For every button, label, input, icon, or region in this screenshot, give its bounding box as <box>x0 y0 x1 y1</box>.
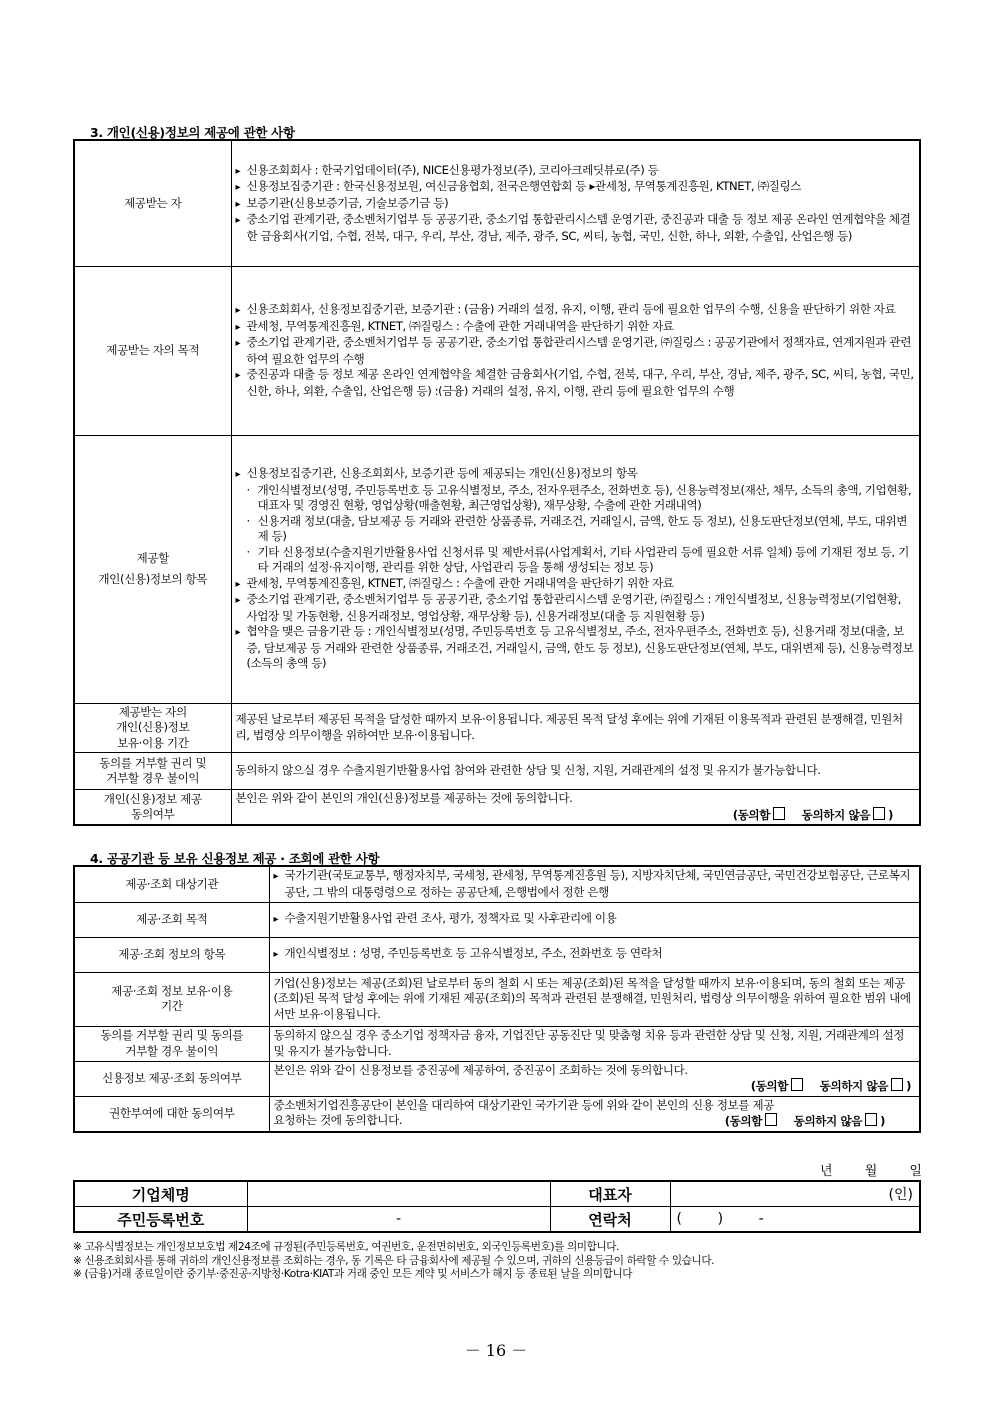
purpose4-content <box>269 902 920 937</box>
items4-text: ▸ 개인식별정보 : 성명, 주민등록번호 등 고유식별정보, 주소, 전화번호 등 연락처 <box>274 946 916 963</box>
disagree-checkbox[interactable] <box>873 807 885 820</box>
consent-row <box>74 790 920 826</box>
agree-checkbox[interactable] <box>765 1113 777 1126</box>
delegation-row <box>74 1096 920 1132</box>
consent-label-line: 동의여부 <box>131 807 175 821</box>
purpose-label: 제공받는 자의 목적 <box>74 266 231 435</box>
purpose4-label: 제공·조회 목적 <box>74 902 269 937</box>
company-field[interactable] <box>247 1181 550 1207</box>
seal-mark: (인) <box>888 1187 913 1203</box>
agree-label: (동의함 <box>724 1114 763 1129</box>
rrn-field[interactable]: - <box>247 1207 550 1233</box>
delegation-text-cont: 요청하는 것에 동의합니다. <box>273 1113 403 1128</box>
agree-checkbox[interactable] <box>773 807 785 820</box>
items-label <box>74 435 231 703</box>
rep-label: 대표자 <box>550 1181 670 1207</box>
agree-checkbox[interactable] <box>791 1078 803 1091</box>
rrn-label: 주민등록번호 <box>74 1207 247 1233</box>
refuse4-text: 동의하지 않으실 경우 중소기업 정책자금 융자, 기업진단 공동진단 및 맞춤형 치유 등과 관련한 상담 및 신청, 지원, 거래관계의 설정 및 유지가 불가능합니다. <box>269 1026 920 1061</box>
consent4-row <box>74 1061 920 1096</box>
footnote: ※ 고유식별정보는 개인정보보호법 제24조에 규정된(주민등록번호, 여권번호, 운전면허번호, 외국인등록번호)를 의미합니다. <box>73 1241 620 1253</box>
purpose4-row <box>74 902 920 937</box>
paren-close: ) <box>888 807 893 822</box>
retention-label <box>74 703 231 753</box>
refuse4-label-line: 거부할 경우 불이익 <box>125 1043 219 1058</box>
target-text: ▸ 국가기관(국토교통부, 행정자치부, 국세청, 관세청, 무역통계진흥원 등), 지방자치단체, 국민연금공단, 국민건강보험공단, 근로복지공단, 그 밖의 대통령령으로 정하는 공공단체, 은행법에서 정한 은행 <box>274 868 916 900</box>
contact-field[interactable]: ( ) - <box>670 1207 920 1233</box>
consent-label-line: 개인(신용)정보 제공 <box>103 791 202 806</box>
retention-label-line: 개인(신용)정보 <box>116 720 190 734</box>
refuse-text: 동의하지 않으실 경우 수출지원기반활용사업 참여와 관련한 상담 및 신청, 지원, 거래관계의 설정 및 유지가 불가능합니다. <box>231 753 920 790</box>
recipients-item: ▸ 신용조회회사 : 한국기업데이터(주), NICE신용평가정보(주), 코리아크레딧뷰로(주) 등 <box>236 163 916 180</box>
consent4-checks <box>274 1078 916 1095</box>
signature-table <box>73 1180 921 1233</box>
footnote: ※ (금융)거래 종료일이란 중기부·중진공·지방청·Kotra·KIAT과 거래 중인 모든 계약 및 서비스가 해지 등 종료된 날을 의미합니다 <box>73 1268 633 1280</box>
consent-content <box>231 790 920 826</box>
section-3-title: 3. 개인(신용)정보의 제공에 관한 사항 <box>90 125 295 140</box>
items-subitem: · 개인식별정보(성명, 주민등록번호 등 고유식별정보, 주소, 전자우편주소, 전화번호 등), 신용능력정보(재산, 채무, 소득의 총액, 기업현황, 대표자 및 경영진 현황, 영업상황(매출현황, 최근영업상황), 재무상황, 수출에 관한 거래내역) <box>236 483 916 514</box>
recipients-item: ▸ 신용정보집중기관 : 한국신용정보원, 여신금융협회, 전국은행연합회 등 ▸관세청, 무역통계진흥원, KTNET, ㈜질링스 <box>236 179 916 196</box>
consent-checks <box>236 807 916 824</box>
consent4-text: 본인은 위와 같이 신용정보를 중진공에 제공하여, 중진공이 조회하는 것에 동의합니다. <box>273 1062 688 1077</box>
refuse4-row <box>74 1026 920 1061</box>
items4-label: 제공·조회 정보의 항목 <box>74 937 269 972</box>
delegation-line2 <box>274 1113 916 1130</box>
agree-label: (동의함 <box>732 807 771 822</box>
retention4-label-line: 기간 <box>160 999 183 1013</box>
items-subitem: · 기타 신용정보(수출지원기반활용사업 신청서류 및 제반서류(사업계획서, 기타 사업관리 등에 필요한 서류 일체) 등에 기재된 정보 등, 기타 거래의 설정·유지이행, 관리를 위한 상담, 사업관리 등을 통해 생성되는 정보 등) <box>236 545 916 576</box>
purpose-row <box>74 266 920 435</box>
rep-field[interactable] <box>670 1181 920 1207</box>
signature-row-company <box>74 1181 920 1207</box>
recipients-content <box>231 140 920 266</box>
retention-label-line: 보유·이용 기간 <box>117 735 189 750</box>
items-item: ▸ 협약을 맺은 금융기관 등 : 개인식별정보(성명, 주민등록번호 등 고유식별정보, 주소, 전자우편주소, 전화번호 등), 신용거래 정보(대출, 보증, 담보제공 등 거래와 관련한 상품종류, 거래조건, 거래일시, 금액, 한도 등 정보), 신용도판단정보(연체, 부도, 대위변제 등), 신용능력정보(소득의 총액 등) <box>236 624 916 672</box>
refuse4-label <box>74 1026 269 1061</box>
target-label: 제공·조회 대상기관 <box>74 866 269 902</box>
refuse-label-line: 동의를 거부할 권리 및 <box>99 755 207 770</box>
items-subitem: · 신용거래 정보(대출, 담보제공 등 거래와 관련한 상품종류, 거래조건, 거래일시, 금액, 한도 등 정보), 신용도판단정보(연체, 부도, 대위변제 등) <box>236 514 916 545</box>
delegation-text: 중소벤처기업진흥공단이 본인을 대리하여 대상기관인 국가기관 등에 위와 같이 본인의 신용 정보를 제공 <box>273 1097 775 1112</box>
refuse-label <box>74 753 231 790</box>
recipients-item: ▸ 중소기업 관계기관, 중소벤처기업부 등 공공기관, 중소기업 통합관리시스템 운영기관, 중진공과 대출 등 정보 제공 온라인 연계협약을 체결한 금융회사(기업, 수협, 전북, 대구, 우리, 부산, 경남, 제주, 광주, SC, 씨티, 농협, 국민, 신한, 하나, 외환, 수출입, 산업은행 등) <box>236 212 916 244</box>
contact-label: 연락처 <box>550 1207 670 1233</box>
agree-label: (동의함 <box>750 1079 789 1093</box>
consent-label <box>74 790 231 826</box>
refuse-label-line: 거부할 경우 불이익 <box>106 771 200 785</box>
purpose-item: ▸ 관세청, 무역통계진흥원, KTNET, ㈜질링스 : 수출에 관한 거래내역을 판단하기 위한 자료 <box>236 319 916 336</box>
refuse4-label-line: 동의를 거부할 권리 및 동의를 <box>100 1028 244 1042</box>
purpose-item: ▸ 중진공과 대출 등 정보 제공 온라인 연계협약을 체결한 금융회사(기업, 수협, 전북, 대구, 우리, 부산, 경남, 제주, 광주, SC, 씨티, 농협, 국민, 신한, 하나, 외환, 수출입, 산업은행 등) :(금융) 거래의 설정, 유지, 이행, 관리 등에 필요한 업무의 수행 <box>236 367 916 399</box>
disagree-label: 동의하지 않음 <box>801 807 871 822</box>
footnotes <box>73 1241 714 1282</box>
items-item: ▸ 중소기업 관계기관, 중소벤처기업부 등 공공기관, 중소기업 통합관리시스템 운영기관, ㈜질링스 : 개인식별정보, 신용능력정보(기업현황, 사업장 및 가동현황, 신용거래정보, 영업상황, 재무상황 등), 신용거래정보(대출 등 지원현황 등) <box>236 592 916 624</box>
section-4-table <box>73 865 921 1133</box>
refuse-row <box>74 753 920 790</box>
target-row <box>74 866 920 902</box>
section-3-table <box>73 139 921 826</box>
retention-text: 제공된 날로부터 제공된 목적을 달성한 때까지 보유·이용됩니다. 제공된 목적 달성 후에는 위에 기재된 이용목적과 관련된 분쟁해결, 민원처리, 법령상 의무이행을 위하여만 보유·이용됩니다. <box>231 703 920 753</box>
retention4-label <box>74 972 269 1026</box>
items-label-line: 개인(신용)정보의 항목 <box>98 572 208 586</box>
disagree-checkbox[interactable] <box>891 1078 903 1091</box>
items-item: ▸ 신용정보집중기관, 신용조회회사, 보증기관 등에 제공되는 개인(신용)정보의 항목 <box>236 466 916 483</box>
consent4-content <box>269 1061 920 1096</box>
recipients-label: 제공받는 자 <box>74 140 231 266</box>
retention-row <box>74 703 920 753</box>
items-item: ▸ 관세청, 무역통계진흥원, KTNET, ㈜질링스 : 수출에 관한 거래내역을 판단하기 위한 자료 <box>236 576 916 593</box>
purpose4-text: ▸ 수출지원기반활용사업 관련 조사, 평가, 정책자료 및 사후관리에 이용 <box>274 911 916 928</box>
paren-close: ) <box>880 1114 885 1129</box>
disagree-checkbox[interactable] <box>865 1113 877 1126</box>
delegation-label: 권한부여에 대한 동의여부 <box>74 1096 269 1132</box>
disagree-label: 동의하지 않음 <box>819 1079 889 1093</box>
retention4-text: 기업(신용)정보는 제공(조회)된 날로부터 동의 철회 시 또는 제공(조회)된 목적을 달성할 때까지 보유·이용되며, 동의 철회 또는 제공(조회)된 목적 달성 후에는 위에 기재된 제공(조회)의 목적과 관련된 분쟁해결, 민원처리, 법령상 의무이행을 위하여 필요한 범위 내에서만 보유·이용됩니다. <box>269 972 920 1026</box>
retention-label-line: 제공받는 자의 <box>118 704 187 719</box>
retention4-label-line: 제공·조회 정보 보유·이용 <box>111 983 233 998</box>
items4-row <box>74 937 920 972</box>
purpose-item: ▸ 신용조회회사, 신용정보집중기관, 보증기관 : (금융) 거래의 설정, 유지, 이행, 관리 등에 필요한 업무의 수행, 신용을 판단하기 위한 자료 <box>236 302 916 319</box>
disagree-label: 동의하지 않음 <box>793 1114 863 1129</box>
retention4-row <box>74 972 920 1026</box>
purpose-item: ▸ 중소기업 관계기관, 중소벤처기업부 등 공공기관, 중소기업 통합관리시스템 운영기관, ㈜질링스 : 공공기관에서 정책자료, 연계지원과 관련하여 필요한 업무의 수행 <box>236 335 916 367</box>
consent4-label: 신용정보 제공·조회 동의여부 <box>74 1061 269 1096</box>
paren-close: ) <box>906 1079 911 1093</box>
items4-content <box>269 937 920 972</box>
signature-row-rrn <box>74 1207 920 1233</box>
date-line: 년 월 일 <box>820 1164 922 1179</box>
page-number: － 16 － <box>464 1341 528 1360</box>
items-label-line: 제공할 <box>136 550 169 565</box>
footnote: ※ 신용조회회사를 통해 귀하의 개인신용정보를 조회하는 경우, 동 기록은 타 금융회사에 제공될 수 있으며, 귀하의 신용등급이 하락할 수 있습니다. <box>73 1254 715 1267</box>
delegation-content <box>269 1096 920 1132</box>
recipients-row <box>74 140 920 266</box>
items-row <box>74 435 920 703</box>
items-content <box>231 435 920 703</box>
target-content <box>269 866 920 902</box>
consent-text: 본인은 위와 같이 본인의 개인(신용)정보를 제공하는 것에 동의합니다. <box>235 791 573 805</box>
company-label: 기업체명 <box>74 1181 247 1207</box>
recipients-item: ▸ 보증기관(신용보증기금, 기술보증기금 등) <box>236 196 916 213</box>
section-4-title: 4. 공공기관 등 보유 신용정보 제공 · 조회에 관한 사항 <box>90 851 380 866</box>
purpose-content <box>231 266 920 435</box>
